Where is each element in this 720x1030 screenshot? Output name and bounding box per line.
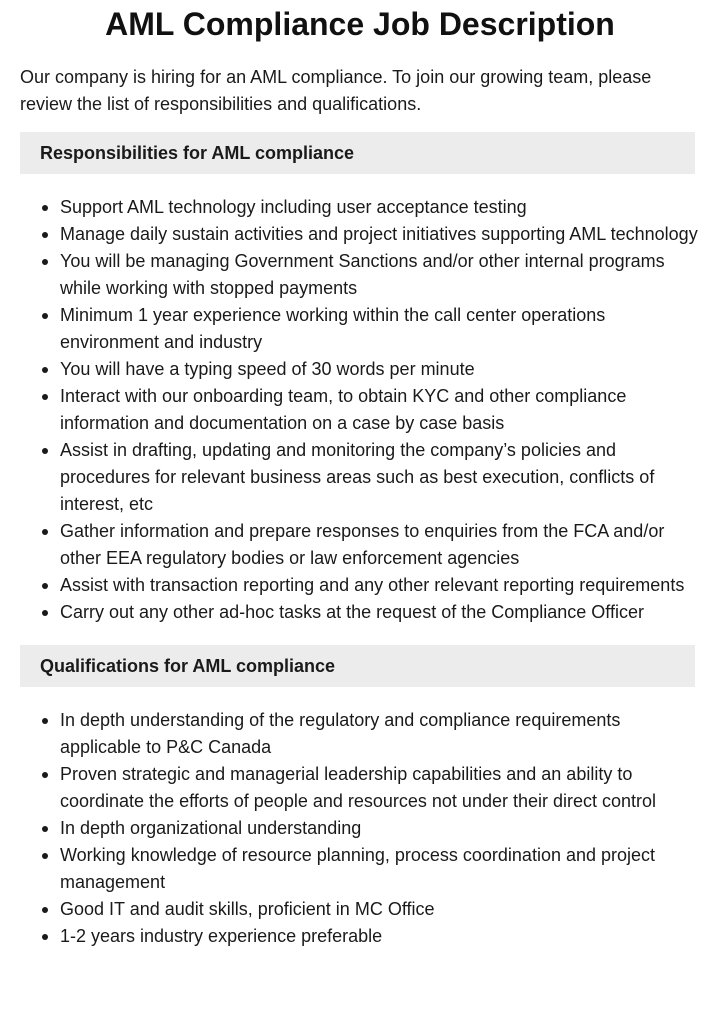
list-item: 1-2 years industry experience preferable <box>60 923 700 950</box>
qualifications-list <box>0 707 720 950</box>
list-item: Gather information and prepare responses to enquiries from the FCA and/or other EEA regulatory bodies or law enforcement agencies <box>60 518 700 572</box>
list-item: Minimum 1 year experience working within the call center operations environment and industry <box>60 302 700 356</box>
list-item: Working knowledge of resource planning, process coordination and project management <box>60 842 700 896</box>
list-item: Manage daily sustain activities and project initiatives supporting AML technology <box>60 221 700 248</box>
list-item: You will be managing Government Sanctions and/or other internal programs while working with stopped payments <box>60 248 700 302</box>
list-item: Assist in drafting, updating and monitoring the company’s policies and procedures for relevant business areas such as best execution, conflicts of interest, etc <box>60 437 700 518</box>
list-item: Support AML technology including user acceptance testing <box>60 194 700 221</box>
responsibilities-heading: Responsibilities for AML compliance <box>20 132 695 174</box>
list-item: Interact with our onboarding team, to obtain KYC and other compliance information and documentation on a case by case basis <box>60 383 700 437</box>
list-item: Assist with transaction reporting and any other relevant reporting requirements <box>60 572 700 599</box>
page-title: AML Compliance Job Description <box>105 6 615 42</box>
responsibilities-list <box>0 194 720 626</box>
list-item: Carry out any other ad-hoc tasks at the request of the Compliance Officer <box>60 599 700 626</box>
list-item: In depth organizational understanding <box>60 815 700 842</box>
intro-paragraph: Our company is hiring for an AML compliance. To join our growing team, please review the list of responsibilities and qualifications. <box>20 67 652 114</box>
list-item: Proven strategic and managerial leadership capabilities and an ability to coordinate the efforts of people and resources not under their direct control <box>60 761 700 815</box>
qualifications-heading: Qualifications for AML compliance <box>20 645 695 687</box>
list-item: Good IT and audit skills, proficient in MC Office <box>60 896 700 923</box>
list-item: In depth understanding of the regulatory and compliance requirements applicable to P&C Canada <box>60 707 700 761</box>
list-item: You will have a typing speed of 30 words per minute <box>60 356 700 383</box>
